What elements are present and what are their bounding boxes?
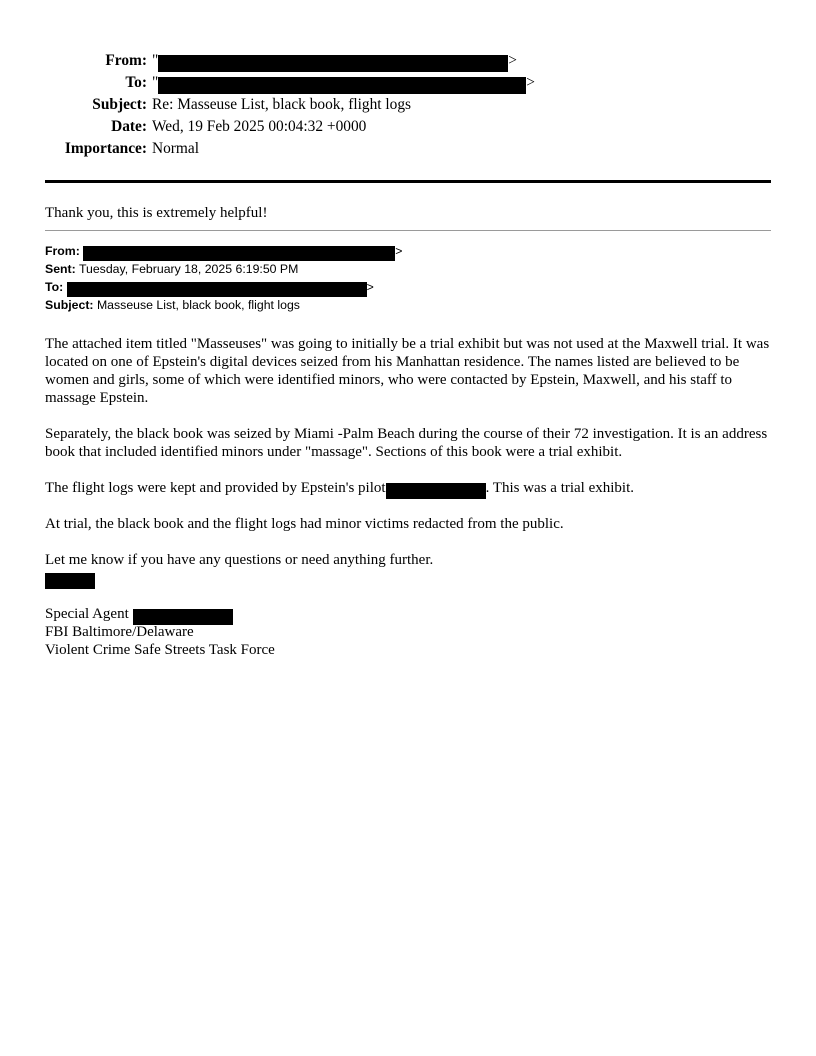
redaction-bar-quoted-from-address: [83, 246, 395, 261]
closing-text: Let me know if you have any questions or need anything further.: [45, 552, 434, 568]
reply-text: Thank you, this is extremely helpful!: [45, 205, 268, 221]
quoted-row-to: [45, 278, 771, 296]
quoted-row-from: [45, 242, 771, 260]
signature-block: [45, 605, 771, 659]
from-value: [152, 50, 771, 72]
quoted-from-close-bracket: >: [395, 244, 403, 258]
header-row-subject: [45, 94, 771, 116]
quoted-row-sent: [45, 260, 771, 278]
quoted-subject-label: Subject:: [45, 298, 94, 312]
header-row-date: [45, 116, 771, 138]
signature-org-line-2: Violent Crime Safe Streets Task Force: [45, 642, 275, 658]
to-open-quote: ": [152, 74, 159, 91]
quoted-subject-value: Masseuse List, black book, flight logs: [96, 298, 300, 312]
from-label: From:: [105, 52, 147, 69]
from-close-bracket: >: [508, 52, 517, 69]
paragraph-flight-logs: [45, 479, 771, 497]
redaction-bar-sender-name: [45, 573, 95, 589]
header-row-importance: [45, 138, 771, 160]
quoted-message-separator: [45, 230, 771, 231]
paragraph-masseuses-exhibit: The attached item titled "Masseuses" was going to initially be a trial exhibit but was not used at the Maxwell trial. It was located on one of Epstein's digital devices seized from his Manhattan residence. The names listed are believed to be women and girls, some of which were identified minors, who were contacted by Epstein, Maxwell, and his staff to massage Epstein.: [45, 336, 770, 406]
date-label: Date:: [111, 118, 147, 135]
to-close-bracket: >: [526, 74, 535, 91]
paragraph-at-trial: At trial, the black book and the flight logs had minor victims redacted from the public.: [45, 516, 564, 532]
redaction-bar-pilot-name: [386, 483, 486, 499]
flight-logs-text-before: The flight logs were kept and provided by Epstein's pilot: [45, 480, 386, 496]
signature-role-text: Special Agent: [45, 606, 129, 622]
quoted-to-label: To:: [45, 280, 64, 294]
signature-org-line-1: FBI Baltimore/Delaware: [45, 624, 194, 640]
email-header: [45, 50, 771, 160]
signature-role-line: [45, 605, 771, 623]
quoted-email-header: [45, 242, 771, 314]
redaction-bar-from-address: [158, 55, 508, 72]
header-row-from: [45, 50, 771, 72]
to-label: To:: [125, 74, 147, 91]
redaction-bar-to-address: [158, 77, 526, 94]
subject-label: Subject:: [92, 96, 147, 113]
flight-logs-text-after: . This was a trial exhibit.: [485, 480, 635, 496]
quoted-sent-value: Tuesday, February 18, 2025 6:19:50 PM: [78, 262, 299, 276]
quoted-row-subject: [45, 296, 771, 314]
quoted-sent-label: Sent:: [45, 262, 76, 276]
header-separator-rule: [45, 180, 771, 183]
paragraph-closing: [45, 551, 771, 587]
date-value: Wed, 19 Feb 2025 00:04:32 +0000: [152, 118, 367, 135]
paragraph-black-book: Separately, the black book was seized by Miami -Palm Beach during the course of their 72 investigation. It is an address book that included identified minors under "massage". Sections of this book were a trial exhibit.: [45, 426, 768, 460]
redaction-bar-quoted-to-address: [67, 282, 367, 297]
quoted-from-label: From:: [45, 244, 80, 258]
to-value: [152, 72, 771, 94]
quoted-to-close-bracket: >: [366, 280, 374, 294]
importance-label: Importance:: [64, 140, 147, 157]
importance-value: Normal: [152, 140, 200, 157]
from-open-quote: ": [152, 52, 159, 69]
subject-value: Re: Masseuse List, black book, flight logs: [152, 96, 412, 113]
header-row-to: [45, 72, 771, 94]
